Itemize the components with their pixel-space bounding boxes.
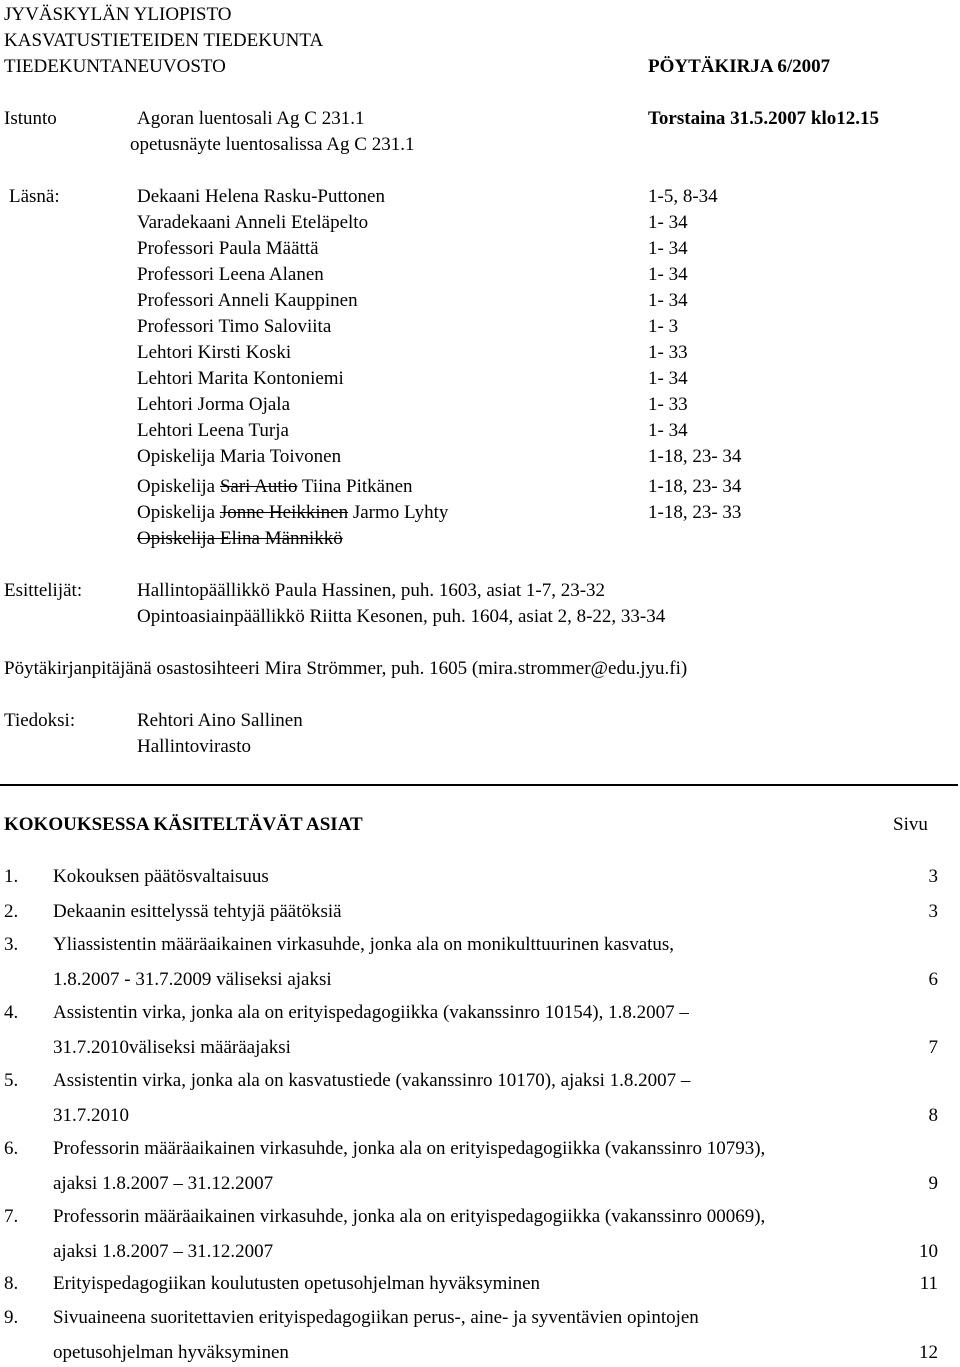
member-items: 1- 33 xyxy=(648,394,688,415)
faculty-name: KASVATUSTIETEIDEN TIEDEKUNTA xyxy=(4,30,324,51)
member-name: Lehtori Marita Kontoniemi xyxy=(137,368,344,389)
member-name: Lehtori Kirsti Koski xyxy=(137,342,292,363)
agenda-item-number: 2. xyxy=(4,901,19,922)
agenda-item-number: 3. xyxy=(4,934,19,955)
agenda-item-page: 7 xyxy=(928,1037,938,1058)
member-items: 1- 34 xyxy=(648,212,688,233)
member-items: 1-18, 23- 34 xyxy=(648,446,742,467)
presenter-2: Opintoasiainpäällikkö Riitta Kesonen, puh. 1604, asiat 2, 8-22, 33-34 xyxy=(137,606,666,627)
member-replacement-name: Tiina Pitkänen xyxy=(301,476,413,497)
agenda-item-page: 3 xyxy=(928,866,938,887)
member-items: 1-18, 23- 33 xyxy=(648,502,742,523)
session-place: Agoran luentosali Ag C 231.1 xyxy=(137,108,365,129)
member-items: 1- 34 xyxy=(648,290,688,311)
agenda-item-number: 8. xyxy=(4,1273,19,1294)
session-label: Istunto xyxy=(4,108,57,129)
agenda-item-title-continued: 31.7.2010väliseksi määräajaksi xyxy=(53,1037,291,1058)
struck-member-name: Jonne Heikkinen xyxy=(219,502,349,523)
member-items: 1- 34 xyxy=(648,264,688,285)
agenda-item-title: Yliassistentin määräaikainen virkasuhde, jonka ala on monikulttuurinen kasvatus, xyxy=(53,934,675,955)
session-place-secondary: opetusnäyte luentosalissa Ag C 231.1 xyxy=(130,134,415,155)
agenda-item-number: 4. xyxy=(4,1002,19,1023)
member-name: Professori Timo Saloviita xyxy=(137,316,332,337)
agenda-item-title: Kokouksen päätösvaltaisuus xyxy=(53,866,269,887)
agenda-page-header: Sivu xyxy=(893,814,928,835)
member-items: 1- 33 xyxy=(648,342,688,363)
agenda-item-title-continued: 31.7.2010 xyxy=(53,1105,129,1126)
agenda-item-page: 12 xyxy=(919,1342,938,1363)
member-items: 1- 3 xyxy=(648,316,679,337)
session-datetime: Torstaina 31.5.2007 klo12.15 xyxy=(648,108,880,129)
member-items: 1-18, 23- 34 xyxy=(648,476,742,497)
member-name xyxy=(137,503,448,522)
present-label: Läsnä: xyxy=(9,186,60,207)
agenda-item-title-continued: 1.8.2007 - 31.7.2009 väliseksi ajaksi xyxy=(53,969,332,990)
university-name: JYVÄSKYLÄN YLIOPISTO xyxy=(4,4,232,25)
member-name: Lehtori Leena Turja xyxy=(137,420,289,441)
member-name: Opiskelija Maria Toivonen xyxy=(137,446,342,467)
agenda-item-number: 7. xyxy=(4,1206,19,1227)
agenda-item-title-continued: ajaksi 1.8.2007 – 31.12.2007 xyxy=(53,1173,274,1194)
presenter-1: Hallintopäällikkö Paula Hassinen, puh. 1603, asiat 1-7, 23-32 xyxy=(137,580,606,601)
agenda-item-page: 9 xyxy=(928,1173,938,1194)
struck-member-name: Sari Autio xyxy=(219,476,298,497)
agenda-item-page: 8 xyxy=(928,1105,938,1126)
member-items: 1- 34 xyxy=(648,420,688,441)
info-label: Tiedoksi: xyxy=(4,710,76,731)
member-name: Professori Anneli Kauppinen xyxy=(137,290,358,311)
member-name: Professori Paula Määttä xyxy=(137,238,319,259)
presenters-label: Esittelijät: xyxy=(4,580,83,601)
secretary-line: Pöytäkirjanpitäjänä osastosihteeri Mira Strömmer, puh. 1605 (mira.strommer@edu.jyu.fi) xyxy=(4,658,688,679)
agenda-item-number: 9. xyxy=(4,1307,19,1328)
member-name: Varadekaani Anneli Eteläpelto xyxy=(137,212,369,233)
agenda-item-number: 6. xyxy=(4,1138,19,1159)
divider-line xyxy=(0,784,958,786)
member-name xyxy=(137,477,413,496)
agenda-item-title: Erityispedagogiikan koulutusten opetusohjelman hyväksyminen xyxy=(53,1273,541,1294)
info-recipient-2: Hallintovirasto xyxy=(137,736,251,757)
member-name: Dekaani Helena Rasku-Puttonen xyxy=(137,186,385,207)
agenda-item-title: Professorin määräaikainen virkasuhde, jonka ala on erityispedagogiikka (vakanssinro 00069), xyxy=(53,1206,766,1227)
member-name: Lehtori Jorma Ojala xyxy=(137,394,291,415)
struck-member: Opiskelija Elina Männikkö xyxy=(137,528,343,549)
agenda-item-page: 3 xyxy=(928,901,938,922)
agenda-item-title-continued: ajaksi 1.8.2007 – 31.12.2007 xyxy=(53,1241,274,1262)
info-recipient-1: Rehtori Aino Sallinen xyxy=(137,710,303,731)
agenda-item-title: Professorin määräaikainen virkasuhde, jonka ala on erityispedagogiikka (vakanssinro 10793), xyxy=(53,1138,766,1159)
agenda-item-title: Assistentin virka, jonka ala on kasvatustiede (vakanssinro 10170), ajaksi 1.8.2007 – xyxy=(53,1070,691,1091)
member-items: 1- 34 xyxy=(648,238,688,259)
member-role: Opiskelija xyxy=(137,502,216,523)
agenda-item-title: Sivuaineena suoritettavien erityispedagogiikan perus-, aine- ja syventävien opintojen xyxy=(53,1307,699,1328)
member-role: Opiskelija xyxy=(137,476,216,497)
agenda-item-page: 6 xyxy=(928,969,938,990)
member-replacement-name: Jarmo Lyhty xyxy=(352,502,449,523)
agenda-item-title: Assistentin virka, jonka ala on erityispedagogiikka (vakanssinro 10154), 1.8.2007 – xyxy=(53,1002,689,1023)
agenda-item-title: Dekaanin esittelyssä tehtyjä päätöksiä xyxy=(53,901,342,922)
member-items: 1-5, 8-34 xyxy=(648,186,718,207)
agenda-item-title-continued: opetusohjelman hyväksyminen xyxy=(53,1342,289,1363)
member-items: 1- 34 xyxy=(648,368,688,389)
agenda-item-number: 5. xyxy=(4,1070,19,1091)
agenda-item-page: 10 xyxy=(919,1241,938,1262)
document-title: PÖYTÄKIRJA 6/2007 xyxy=(648,56,831,77)
member-name: Professori Leena Alanen xyxy=(137,264,324,285)
agenda-title: KOKOUKSESSA KÄSITELTÄVÄT ASIAT xyxy=(4,814,363,835)
agenda-item-number: 1. xyxy=(4,866,19,887)
council-name: TIEDEKUNTANEUVOSTO xyxy=(4,56,226,77)
agenda-item-page: 11 xyxy=(919,1273,938,1294)
